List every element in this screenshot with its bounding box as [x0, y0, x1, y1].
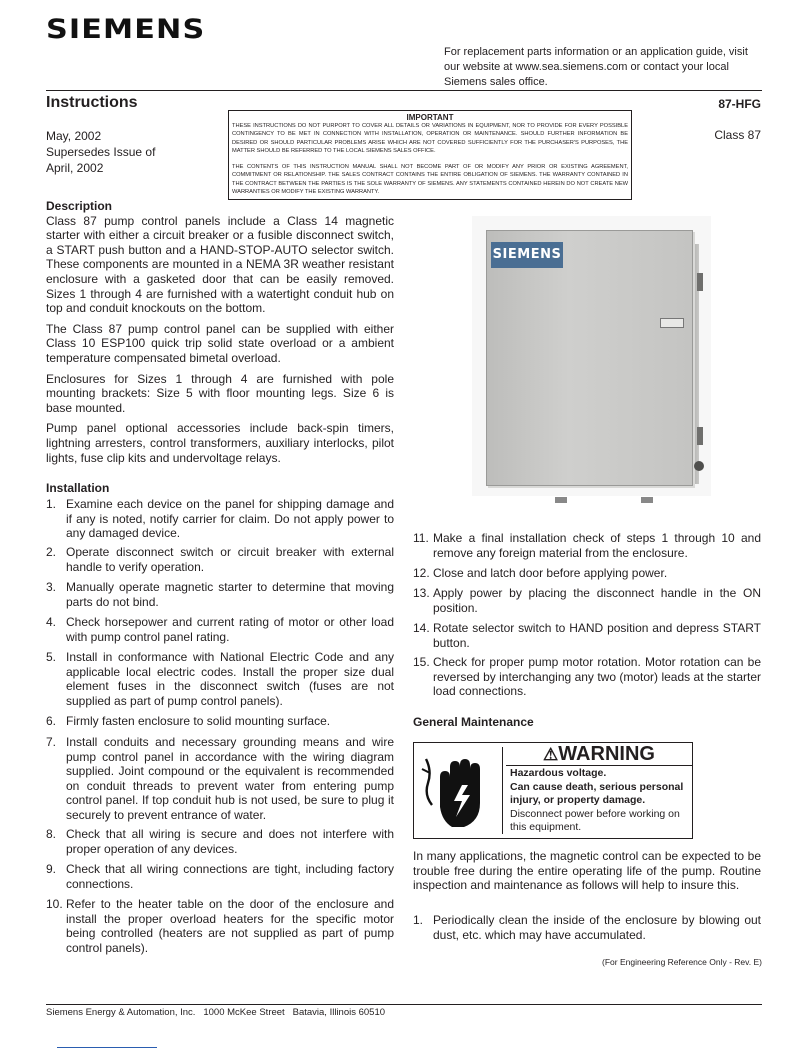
step-text: Apply power by placing the disconnect handle in the ON position.	[433, 586, 761, 615]
step-number: 4.	[46, 615, 57, 629]
installation-heading: Installation	[46, 481, 110, 495]
page-title: Instructions	[46, 94, 138, 111]
hazard-hand-icon	[418, 747, 503, 834]
step-number: 5.	[46, 650, 57, 664]
warning-title: WARNING	[558, 743, 655, 765]
installation-continued	[413, 531, 761, 706]
step-number: 11.	[413, 531, 429, 545]
warning-line: Hazardous voltage.	[510, 767, 607, 779]
important-title: IMPORTANT	[406, 113, 454, 122]
step-text: Check that all wiring is secure and does not interfere with proper operation of any devices.	[66, 827, 394, 856]
step-text: Check that all wiring connections are tight, including factory connections.	[66, 862, 394, 891]
siemens-logo: SIEMENS	[46, 14, 206, 45]
step-number: 15.	[413, 655, 430, 669]
installation-section	[46, 481, 394, 961]
step-text: Examine each device on the panel for shipping damage and if any is noted, notify carrier for claim. Do not apply power to any damaged device.	[66, 497, 394, 541]
step-number: 7.	[46, 735, 57, 749]
step-text: Close and latch door before applying power.	[433, 566, 668, 580]
step-number: 8.	[46, 827, 57, 841]
step-text: Check horsepower and current rating of motor or other load with pump control panel rating.	[66, 615, 394, 644]
step-number: 14.	[413, 621, 430, 635]
step-number: 3.	[46, 580, 57, 594]
step-text: Install in conformance with National Electric Code and any applicable local electric codes. Install the proper size dual element fuses in the disconnect switch (fuses are not supplied as part of pump control panels).	[66, 650, 394, 708]
supersedes-date: April, 2002	[46, 161, 104, 175]
step-number: 13.	[413, 586, 430, 600]
maintenance-paragraph: In many applications, the magnetic control can be expected to be trouble free during the entire operating life of the pump. Routine inspection and maintenance as follows will help to insure this.	[413, 849, 761, 893]
footer-rule	[46, 1004, 762, 1005]
enclosure-door	[486, 230, 693, 486]
step-text: Install conduits and necessary grounding means and wire pump control panel in accordance with the wiring diagram supplied. Joint compound or the equivalent is recommended on conduit threads to prevent water from entering pump control panel. If top conduit hub is not used, be sure to plug it securely to prevent entrance of water.	[66, 735, 394, 822]
step-text: Rotate selector switch to HAND position and depress START button.	[433, 621, 761, 650]
link-underline	[57, 1047, 157, 1048]
step-number: 1.	[413, 913, 424, 927]
step-number: 6.	[46, 714, 57, 728]
door-latch	[697, 273, 703, 291]
step-number: 9.	[46, 862, 57, 876]
maintenance-body	[413, 849, 761, 893]
maintenance-section	[413, 715, 761, 730]
important-paragraph-1: THESE INSTRUCTIONS DO NOT PURPORT TO COVER ALL DETAILS OR VARIATIONS IN EQUIPMENT, NOR TO PROVIDE FOR EVERY POSSIBLE CONTINGENCY TO BE MET IN CONNECTION WITH INSTALLATION, OPERATION OR MAINTENANCE. SHOULD FURTHER INFORMATION BE DESIRED OR SHOULD PARTICULAR PROBLEMS ARISE WHICH ARE NOT COVERED SUFFICIENTLY FOR THE PURCHASER'S PURPOSES, THE MATTER SHOULD BE REFERRED TO THE LOCAL SIEMENS SALES OFFICE.	[232, 123, 628, 154]
mounting-foot	[641, 497, 653, 503]
warning-line: Disconnect power before working on this equipment.	[510, 807, 680, 833]
description-paragraph: Pump panel optional accessories include back-spin timers, lightning arresters, control transformers, auxiliary interlocks, pilot lights, fuse clip kits and undervoltage relays.	[46, 421, 394, 465]
door-latch	[697, 427, 703, 445]
description-paragraph: Enclosures for Sizes 1 through 4 are furnished with pole mounting brackets: Size 5 with floor mounting legs. Size 6 is base mounted.	[46, 371, 394, 415]
supersedes-label: Supersedes Issue of	[46, 145, 156, 159]
step-text: Make a final installation check of steps 1 through 10 and remove any foreign material from the enclosure.	[433, 531, 761, 560]
mounting-foot	[555, 497, 567, 503]
warning-body	[510, 767, 690, 835]
product-photo	[472, 216, 711, 496]
warning-box	[413, 742, 693, 839]
warning-heading	[506, 743, 692, 766]
warning-label	[660, 318, 684, 328]
description-section	[46, 199, 394, 465]
important-notice-box	[228, 110, 632, 200]
description-paragraph: The Class 87 pump control panel can be supplied with either Class 10 ESP100 quick trip solid state overload or a ambient temperature compensated bimetal overload.	[46, 321, 394, 365]
step-number: 2.	[46, 545, 57, 559]
issue-dates	[46, 128, 155, 176]
step-number: 1.	[46, 497, 57, 511]
step-text: Firmly fasten enclosure to solid mounting surface.	[66, 714, 331, 728]
important-paragraph-2: THE CONTENTS OF THIS INSTRUCTION MANUAL SHALL NOT BECOME PART OF OR MODIFY ANY PRIOR OR EXISTING AGREEMENT, COMMITMENT OR RELATIONSHIP. THE SALES CONTRACT CONTAINS THE ENTIRE OBLIGATION OF SIEMENS. THE WARRANTY CONTAINED IN THE CONTRACT BETWEEN THE PARTIES IS THE SOLE WARRANTY OF SIEMENS. ANY STATEMENTS CONTAINED HEREIN DO NOT CREATE NEW WARRANTIES OR MODIFY THE EXISTING WARRANTY.	[232, 164, 628, 196]
class-label: Class 87	[714, 128, 761, 142]
step-text: Operate disconnect switch or circuit breaker with external handle to verify operation.	[66, 545, 394, 574]
step-number: 10.	[46, 897, 63, 911]
step-text: Refer to the heater table on the door of the enclosure and install the proper overload heaters for the specific motor being controlled (heaters are not supplied as part of pump control panels).	[66, 897, 394, 955]
step-text: Manually operate magnetic starter to determine that moving parts do not bind.	[66, 580, 394, 609]
header-rule	[46, 90, 762, 91]
description-paragraph: Class 87 pump control panels include a Class 14 magnetic starter with either a circuit breaker or a fusible disconnect switch, a START push button and a HAND-STOP-AUTO selector switch. These components are mounted in a NEMA 3R weather resistant enclosure with a gasketed door that can be easily removed. Sizes 1 through 4 are furnished with a watertight conduit hub on top and conduit knockouts on the bottom.	[46, 213, 394, 316]
contact-note: For replacement parts information or an application guide, visit our website at www.sea.siemens.com or contact your local Siemens sales office.	[444, 46, 748, 88]
maintenance-steps	[413, 913, 761, 945]
step-number: 12.	[413, 566, 430, 580]
selector-knob	[694, 461, 704, 471]
maintenance-heading: General Maintenance	[413, 715, 534, 729]
document-number: 87-HFG	[718, 97, 761, 111]
step-text: Periodically clean the inside of the enclosure by blowing out dust, etc. which may have accumulated.	[433, 913, 761, 942]
step-text: Check for proper pump motor rotation. Motor rotation can be reversed by interchanging any two (motor) leads at the starter load connections.	[433, 655, 761, 699]
warning-triangle-icon: ⚠	[543, 745, 559, 764]
engineering-reference-note: (For Engineering Reference Only - Rev. E)	[602, 957, 762, 967]
description-heading: Description	[46, 199, 113, 213]
warning-line: Can cause death, serious personal injury, or property damage.	[510, 780, 684, 806]
footer-address: Siemens Energy & Automation, Inc. 1000 McKee Street Batavia, Illinois 60510	[46, 1007, 386, 1018]
enclosure-logo: SIEMENS	[491, 242, 563, 268]
issue-date: May, 2002	[46, 129, 102, 143]
